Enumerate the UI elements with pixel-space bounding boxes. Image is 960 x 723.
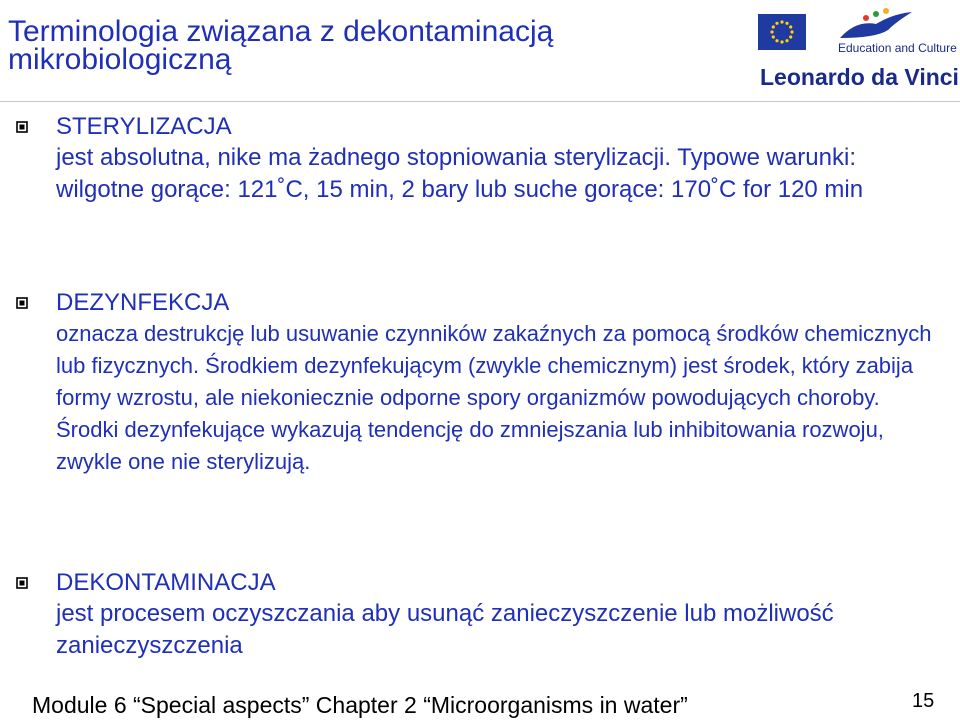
logo-program-name: Leonardo da Vinci (760, 64, 959, 90)
title-line-1: Terminologia związana z dekontaminacją (8, 15, 554, 48)
header-divider (0, 101, 960, 102)
square-bullet-icon (16, 121, 28, 133)
page-title (8, 15, 728, 76)
section-text: jest absolutna, nike ma żadnego stopniowania sterylizacji. Typowe warunki: wilgotne gorące: 121˚C, 15 min, 2 bary lub suche gorące: 170˚C for 120 min (56, 144, 864, 203)
square-bullet-icon (16, 297, 28, 309)
eu-flag-icon (758, 14, 806, 50)
section-text: oznacza destrukcję lub usuwanie czynników zakaźnych za pomocą środków chemicznych lub fizycznych. Środkiem dezynfekującym (zwykle chemicznym) jest środek, który zabija formy wzrostu, ale niekoniecznie odporne spory organizmów powodujących choroby. Środki dezynfekujące wykazują tendencję do zmniejszania lub inhibitowania rozwoju, zwykle one nie sterylizują. (56, 321, 932, 474)
section-heading: DEKONTAMINACJA (56, 569, 276, 596)
square-bullet-icon (16, 577, 28, 589)
title-line-2: mikrobiologiczną (8, 43, 232, 76)
section-heading-row (16, 568, 946, 598)
section-heading-row (16, 288, 946, 318)
leonardo-logo (754, 8, 959, 98)
section-text: jest procesem oczyszczania aby usunąć zanieczyszczenie lub możliwość zanieczyszczenia (56, 600, 834, 659)
footer-module-text: Module 6 “Special aspects” Chapter 2 “Microorganisms in water” (32, 692, 688, 718)
section-dezynfekcja (16, 288, 946, 478)
page-number: 15 (912, 690, 935, 712)
section-dekontaminacja (16, 568, 946, 662)
section-heading: DEZYNFEKCJA (56, 289, 230, 316)
section-heading-row (16, 112, 946, 142)
dove-logo-icon (836, 8, 916, 42)
footer (0, 690, 960, 723)
section-sterylizacja (16, 112, 946, 206)
section-heading: STERYLIZACJA (56, 113, 232, 140)
logo-tagline: Education and Culture (838, 41, 957, 55)
